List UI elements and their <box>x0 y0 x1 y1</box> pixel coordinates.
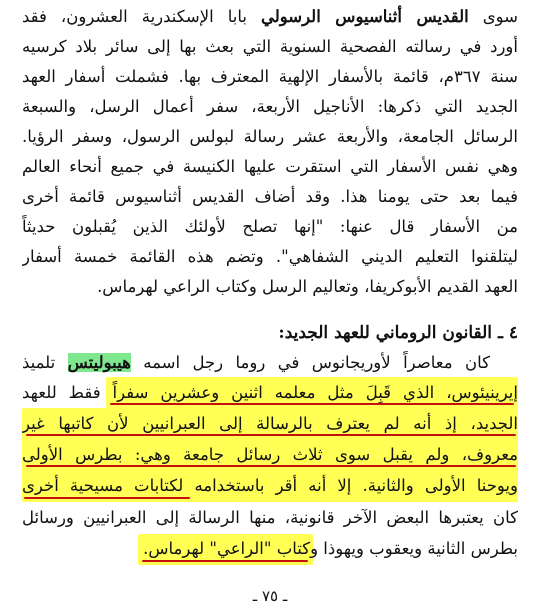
paragraph-1-line-3: سنة ٣٦٧م، قائمة بالأسفار الإلهية المعترف بها. فشملت أسفار العهد <box>22 67 518 86</box>
text-run: سوى <box>468 7 518 26</box>
text-run: بابا الإسكندرية العشرون، فقد <box>22 7 261 26</box>
text-run: تلميذ <box>22 353 68 372</box>
paragraph-1-line-9: ليتلقنوا التعليم الديني الشفاهي". وتضم هذه القائمة خمسة أسفار <box>22 247 518 266</box>
text-run: كان معاصراً لأوريجانوس في روما رجل اسمه <box>130 353 490 372</box>
paragraph-1-line-2: أورد في رسالته الفصحية السنوية التي بعث بها إلى سائر بلاد كرسيه <box>22 37 518 56</box>
paragraph-1-line-5: الرسائل الجامعة، والأربعة عشر رسالة لبولس الرسول، وسفر الرؤيا. <box>22 127 518 146</box>
highlighted-text-run: الذي قَبِلَ مثل معلمه اثنين وعشرين سفراً فقط للعهد <box>22 383 435 402</box>
saint-athanasius-name: القديس أثناسيوس الرسولي <box>260 7 469 26</box>
page-number: ـ ٧٥ ـ <box>252 587 288 605</box>
red-underline-line-4 <box>26 465 516 467</box>
paragraph-2-line-4: معروف، ولم يقبل سوى ثلاث رسائل جامعة وهي: بطرس الأولى <box>22 445 518 464</box>
paragraph-1-line-4: الجديد التي ذكرها: الأناجيل الأربعة، سفر أعمال الرسل، والسبعة <box>22 97 518 116</box>
paragraph-1-line-1 <box>22 2 518 32</box>
highlighted-text-run: وكتاب "الراعي" لهرماس. <box>143 539 319 558</box>
paragraph-1-line-6: وهي نفس الأسفار التي استقرت عليها الكنيسة في جميع أنحاء العالم <box>22 157 518 176</box>
paragraph-1-line-8: من الأسفار قال عنها: "إنها تصلح لأولئك الذين يُقبلون حديثاً <box>22 217 518 236</box>
red-underline-line-3 <box>26 434 516 436</box>
paragraph-1-line-7: فيما بعد حتى يومنا هذا. وقد أضاف القديس أثناسيوس قائمة أخرى <box>22 187 518 206</box>
section-heading: ٤ ـ القانون الروماني للعهد الجديد: <box>278 323 518 343</box>
hippolytus-name-highlight: هيبوليتس <box>67 353 131 372</box>
text-run: . إلا أنه أقر باستخدامه لكتابات مسيحية أخرى <box>22 476 368 495</box>
paragraph-2-line-6: كان يعتبرها البعض الآخر قانونية، منها الرسالة إلى العبرانيين ورسائل <box>22 508 518 527</box>
red-underline-line-7 <box>142 560 308 562</box>
paragraph-2-line-1 <box>22 348 490 378</box>
paragraph-1-line-10: العهد القديم الأبوكريفا، وتعاليم الرسل وكتاب الراعي لهرماس. <box>97 277 518 296</box>
red-underline-line-5 <box>24 497 190 499</box>
text-run: بطرس الثانية ويعقوب ويهوذا <box>318 539 518 558</box>
text-run: إيرينيئوس، <box>434 383 518 402</box>
highlighted-text-run: ويوحنا الأولى والثانية <box>367 476 518 495</box>
paragraph-2-line-3: الجديد، إذ أنه لم يعترف بالرسالة إلى العبرانيين لأن كاتبها غير <box>22 414 518 433</box>
red-underline-line-2 <box>110 403 514 405</box>
